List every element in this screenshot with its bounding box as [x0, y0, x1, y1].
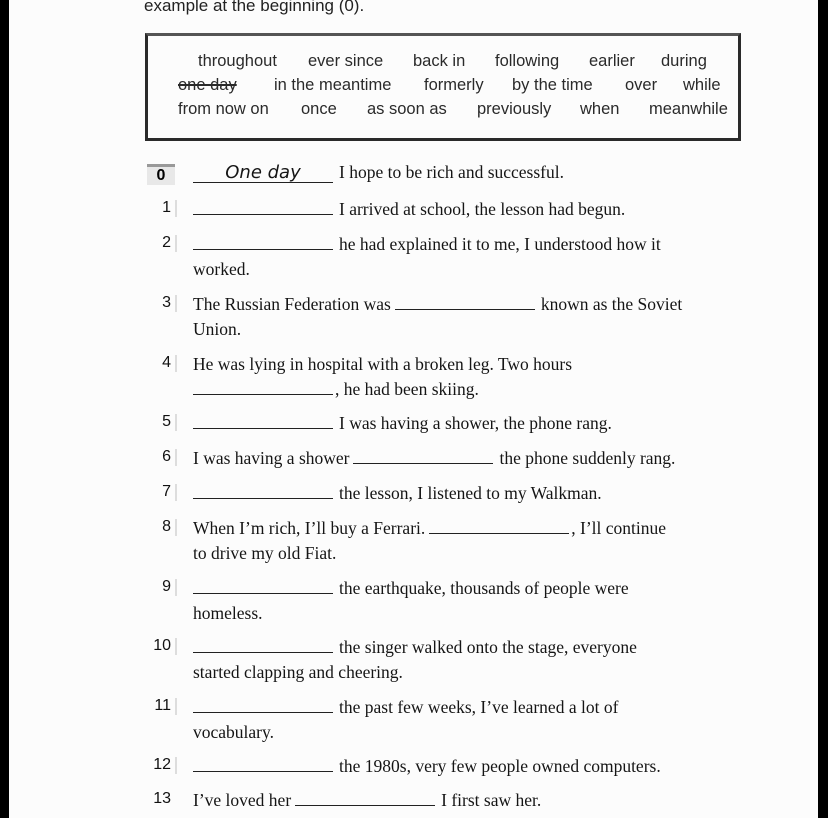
question-9-line-2: homeless. — [193, 603, 263, 623]
question-text: I was having a shower, the phone rang. — [339, 413, 612, 433]
margin-mark — [175, 484, 177, 501]
answer-blank[interactable] — [395, 295, 535, 310]
question-13-line-1 — [193, 790, 541, 811]
margin-mark — [175, 414, 177, 431]
question-9-line-1 — [193, 578, 629, 599]
question-text: the phone suddenly rang. — [499, 448, 676, 468]
question-number: 10 — [153, 637, 171, 654]
word: throughout — [198, 52, 277, 70]
word: during — [661, 52, 707, 70]
question-number: 12 — [153, 756, 171, 773]
question-2-line-2: worked. — [193, 259, 250, 279]
word: meanwhile — [649, 100, 728, 118]
question-text: the earthquake, thousands of people were — [339, 578, 629, 598]
word: previously — [477, 100, 552, 118]
question-4-line-1: He was lying in hospital with a broken leg. Two hours — [193, 354, 573, 374]
word: back in — [413, 52, 466, 70]
question-3-line-1 — [193, 294, 682, 315]
question-number: 8 — [162, 518, 171, 535]
question-6-line-1 — [193, 448, 675, 469]
question-number: 3 — [162, 294, 171, 311]
word: by the time — [512, 76, 593, 94]
answer-blank[interactable] — [193, 484, 333, 499]
question-2-line-1 — [193, 234, 661, 255]
question-text: I first saw her. — [441, 790, 542, 810]
margin-mark — [175, 698, 177, 715]
question-0-line-1 — [193, 162, 564, 183]
question-number: 2 — [162, 234, 171, 251]
word: as soon as — [367, 100, 447, 118]
margin-mark — [175, 519, 177, 536]
word-used-example: one day — [178, 76, 237, 94]
question-1-line-1 — [193, 199, 625, 220]
question-text: the 1980s, very few people owned computers. — [339, 756, 661, 776]
question-number: 6 — [162, 448, 171, 465]
margin-mark — [175, 235, 177, 252]
word: once — [301, 100, 337, 118]
word: over — [625, 76, 658, 94]
word: when — [580, 100, 620, 118]
word: formerly — [424, 76, 484, 94]
answer-blank[interactable] — [193, 414, 333, 429]
question-number: 0 — [147, 164, 175, 185]
question-text: the past few weeks, I’ve learned a lot of — [339, 697, 619, 717]
question-11-line-1 — [193, 697, 618, 718]
question-5-line-1 — [193, 413, 612, 434]
answer-blank[interactable] — [193, 579, 333, 594]
margin-mark — [175, 355, 177, 372]
question-text: he had explained it to me, I understood how it — [339, 234, 661, 254]
question-12-line-1 — [193, 756, 661, 777]
question-7-line-1 — [193, 483, 602, 504]
word: in the meantime — [274, 76, 392, 94]
question-number: 7 — [162, 483, 171, 500]
question-text: the lesson, I listened to my Walkman. — [339, 483, 602, 503]
margin-mark — [175, 200, 177, 217]
question-8-line-2: to drive my old Fiat. — [193, 543, 337, 563]
margin-mark — [175, 449, 177, 466]
question-number: 11 — [154, 697, 171, 714]
question-number: 13 — [153, 790, 171, 807]
answer-blank[interactable] — [429, 519, 569, 534]
question-10-line-1 — [193, 637, 637, 658]
word: earlier — [589, 52, 635, 70]
word: following — [495, 52, 560, 70]
word: while — [683, 76, 721, 94]
question-3-line-2: Union. — [193, 319, 242, 339]
question-4-line-2 — [193, 379, 479, 400]
answer-blank[interactable] — [193, 698, 333, 713]
question-text: I hope to be rich and successful. — [339, 162, 564, 182]
question-number: 9 — [162, 578, 171, 595]
word: from now on — [178, 100, 269, 118]
example-answer: One day — [193, 164, 333, 183]
question-number: 5 — [162, 413, 171, 430]
question-number: 1 — [162, 199, 171, 216]
question-text: The Russian Federation was — [193, 294, 391, 314]
margin-mark — [175, 579, 177, 596]
margin-mark — [175, 295, 177, 312]
answer-blank[interactable] — [193, 757, 333, 772]
question-text: known as the Soviet — [540, 294, 683, 314]
answer-blank[interactable] — [193, 638, 333, 653]
word-box — [145, 33, 741, 141]
question-text: the singer walked onto the stage, everyone — [339, 637, 637, 657]
answer-blank[interactable] — [353, 449, 493, 464]
question-number: 4 — [162, 354, 171, 371]
worksheet-page — [9, 0, 818, 818]
answer-blank[interactable] — [193, 380, 333, 395]
word: ever since — [308, 52, 384, 70]
question-text: I was having a shower — [193, 448, 350, 468]
margin-mark — [175, 757, 177, 774]
question-text: , he had been skiing. — [335, 379, 479, 399]
question-10-line-2: started clapping and cheering. — [193, 662, 403, 682]
question-text: , I’ll continue — [571, 518, 667, 538]
question-text: When I’m rich, I’ll buy a Ferrari. — [193, 518, 426, 538]
margin-mark — [175, 638, 177, 655]
question-text: I’ve loved her — [193, 790, 292, 810]
question-11-line-2: vocabulary. — [193, 722, 274, 742]
answer-blank[interactable] — [193, 200, 333, 215]
question-8-line-1 — [193, 518, 666, 539]
question-text: I arrived at school, the lesson had begun. — [339, 199, 626, 219]
answer-blank[interactable] — [295, 791, 435, 806]
answer-blank[interactable] — [193, 235, 333, 250]
instruction-text: example at the beginning (0). — [144, 0, 365, 15]
